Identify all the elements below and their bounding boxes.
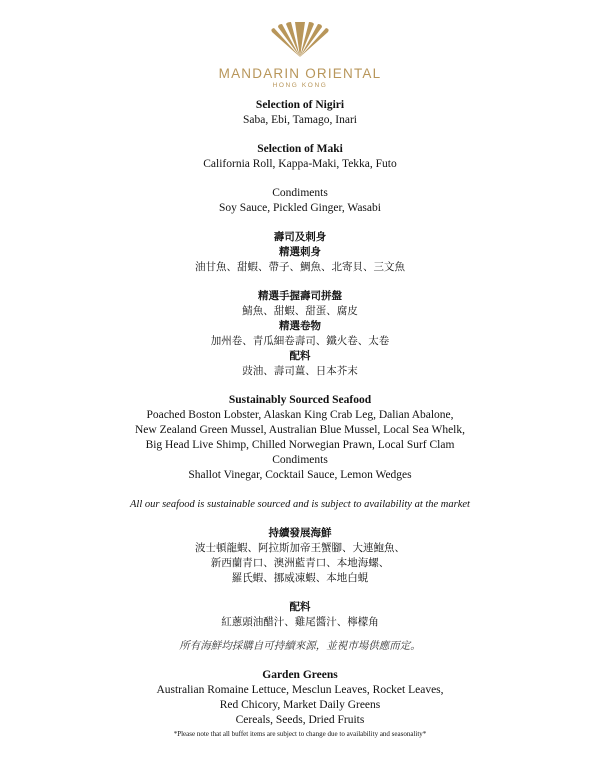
menu-section	[0, 230, 600, 275]
menu-item-line: Condiments	[272, 187, 328, 199]
menu-section	[0, 142, 600, 172]
menu-item-line: Australian Romaine Lettuce, Mesclun Leaves, Rocket Leaves,	[156, 684, 444, 696]
menu-section	[0, 526, 600, 586]
section-heading: Selection of Nigiri	[255, 99, 345, 111]
brand-location: HONG KONG	[272, 82, 328, 89]
menu-item-line: Cereals, Seeds, Dried Fruits	[235, 714, 365, 726]
availability-note: 所有海鮮均採購自可持續來源，並視市場供應而定。	[179, 640, 421, 652]
menu-item-line: 紅蔥頭油醋汁、雞尾醬汁、檸檬角	[221, 616, 379, 628]
menu-item-line: 新西蘭青口、澳洲藍青口、本地海螺、	[210, 557, 390, 569]
menu-item-line: Shallot Vinegar, Cocktail Sauce, Lemon Wedges	[188, 469, 412, 481]
section-heading: Garden Greens	[262, 669, 338, 681]
section-heading: 精選卷物	[279, 320, 321, 332]
menu-item-line: Soy Sauce, Pickled Ginger, Wasabi	[219, 202, 381, 214]
section-heading: 配料	[289, 601, 311, 613]
menu-section	[0, 289, 600, 379]
menu-item-line: Saba, Ebi, Tamago, Inari	[243, 114, 357, 126]
menu-item-line: 豉油、壽司薑、日本芥末	[242, 365, 358, 377]
section-heading: 配料	[289, 350, 311, 362]
menu-section	[0, 639, 600, 654]
section-heading: Selection of Maki	[257, 143, 343, 155]
section-heading: 精選手握壽司拼盤	[258, 290, 342, 302]
menu-item-line: New Zealand Green Mussel, Australian Blue Mussel, Local Sea Whelk,	[134, 424, 465, 436]
section-heading: 壽司及刺身	[273, 231, 327, 243]
fan-logo-icon	[268, 22, 332, 58]
menu-item-line: 油甘魚、甜蝦、帶子、鯛魚、北寄貝、三文魚	[195, 261, 405, 273]
menu-section	[0, 497, 600, 512]
menu-item-line: 鯖魚、甜蝦、甜蛋、腐皮	[242, 305, 358, 317]
menu-section	[0, 600, 600, 630]
brand-name: MANDARIN ORIENTAL	[218, 66, 382, 81]
menu-item-line: Big Head Live Shimp, Chilled Norwegian Prawn, Local Surf Clam	[145, 439, 455, 451]
menu-item-line: Poached Boston Lobster, Alaskan King Crab Leg, Dalian Abalone,	[146, 409, 454, 421]
section-heading: 持續發展海鮮	[268, 527, 332, 539]
menu-item-line: Condiments	[272, 454, 328, 466]
menu-item-line: 加州卷、青瓜細卷壽司、鐵火卷、太卷	[210, 335, 390, 347]
footer-note: *Please note that all buffet items are subject to change due to availability and seasonality*	[173, 730, 427, 738]
menu-item-line: California Roll, Kappa-Maki, Tekka, Futo	[203, 158, 397, 170]
menu-section	[0, 186, 600, 216]
menu-item-line: Red Chicory, Market Daily Greens	[219, 699, 381, 711]
menu-content	[0, 98, 600, 728]
logo	[0, 22, 600, 91]
menu-section	[0, 98, 600, 128]
menu-section	[0, 668, 600, 728]
section-heading: Sustainably Sourced Seafood	[228, 394, 372, 406]
menu-item-line: 波士頓龍蝦、阿拉斯加帝王蟹腳、大連鮑魚、	[195, 542, 405, 554]
menu-item-line: 羅氏蝦、挪威凍蝦、本地白蜆	[231, 572, 369, 584]
section-heading: 精選刺身	[279, 246, 321, 258]
availability-note: All our seafood is sustainable sourced and is subject to availability at the market	[130, 499, 470, 510]
menu-section	[0, 393, 600, 483]
